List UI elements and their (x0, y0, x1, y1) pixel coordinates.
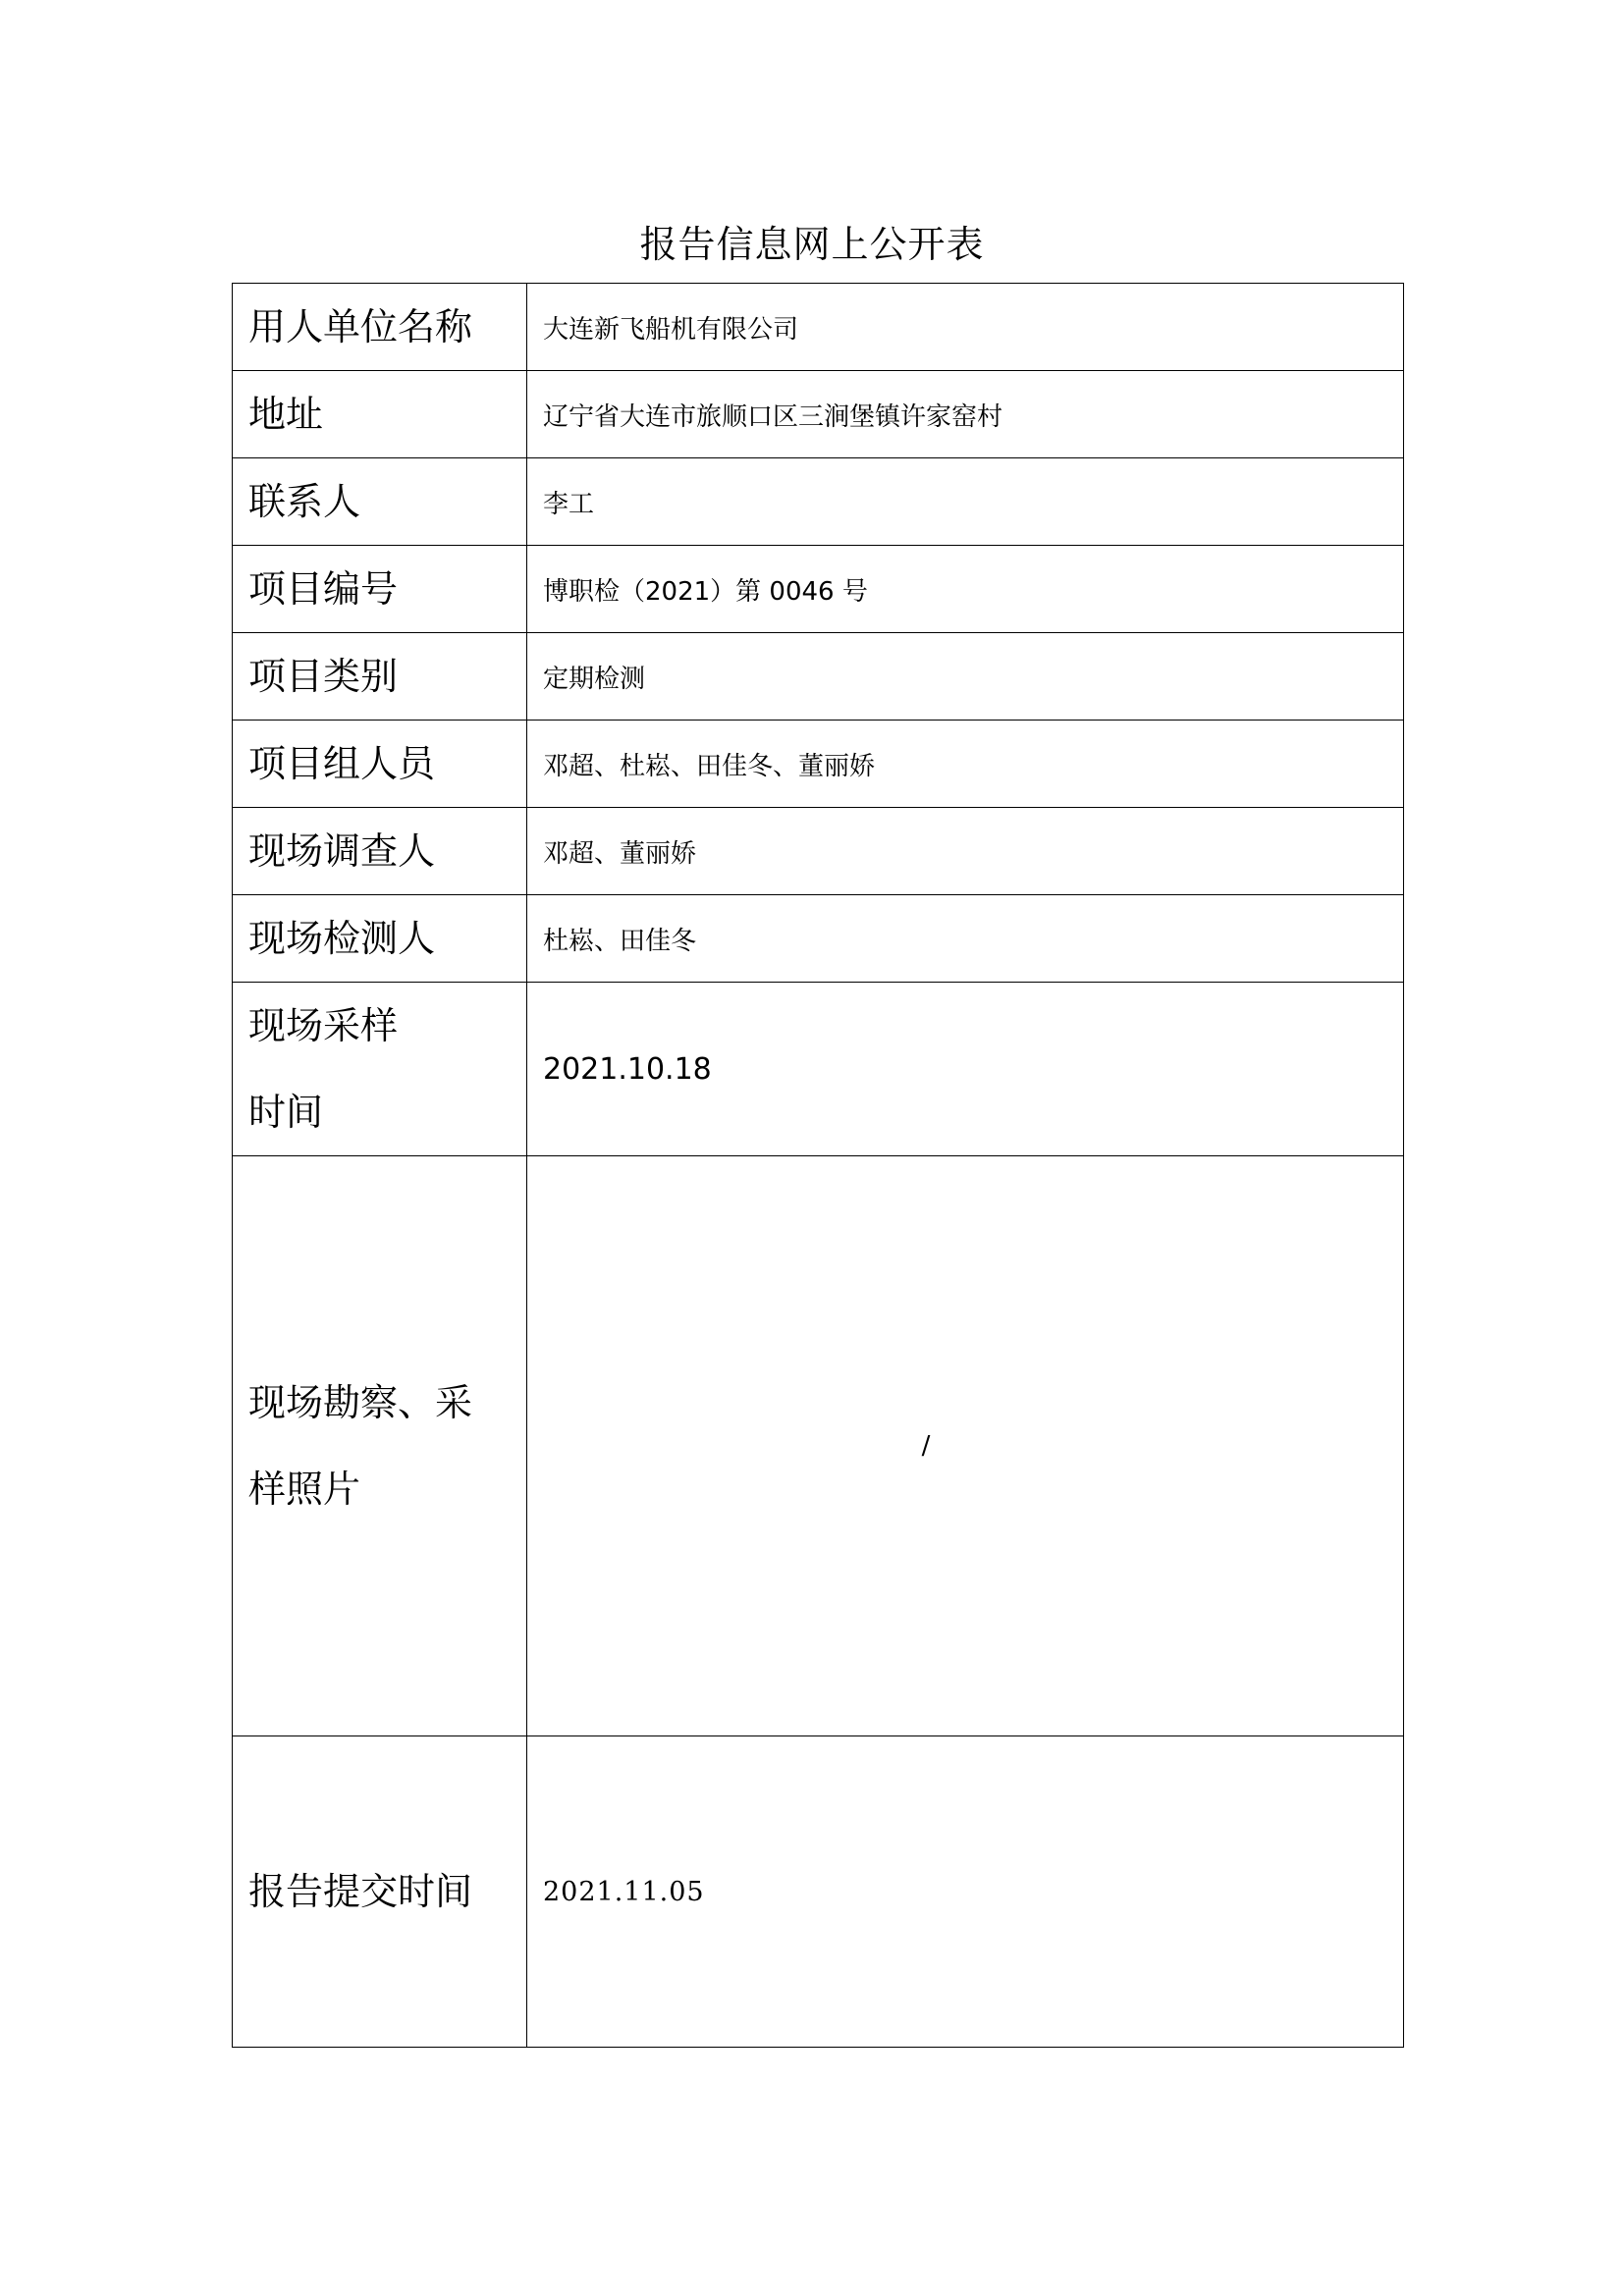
table-row (233, 1156, 1404, 1736)
row-value: 2021.11.05 (527, 1736, 1404, 2048)
table-row (233, 1736, 1404, 2048)
row-value: 邓超、杜崧、田佳冬、董丽娇 (527, 721, 1404, 808)
table-row (233, 371, 1404, 458)
info-table (232, 283, 1404, 2048)
document-title: 报告信息网上公开表 (639, 223, 985, 266)
table-row (233, 633, 1404, 721)
table-row (233, 983, 1404, 1156)
row-label: 地址 (233, 371, 527, 458)
row-value: 辽宁省大连市旅顺口区三涧堡镇许家窑村 (527, 371, 1404, 458)
row-value: 大连新飞船机有限公司 (527, 284, 1404, 371)
row-value: 博职检（2021）第 0046 号 (527, 546, 1404, 633)
row-value: 邓超、董丽娇 (527, 808, 1404, 895)
table-row (233, 895, 1404, 983)
row-value: 定期检测 (527, 633, 1404, 721)
row-value: 2021.10.18 (527, 983, 1404, 1156)
row-value: 杜崧、田佳冬 (527, 895, 1404, 983)
row-label: 联系人 (233, 458, 527, 546)
row-label: 现场调查人 (233, 808, 527, 895)
table-row (233, 546, 1404, 633)
table-row (233, 284, 1404, 371)
row-label: 现场检测人 (233, 895, 527, 983)
table-row (233, 458, 1404, 546)
row-label: 用人单位名称 (233, 284, 527, 371)
row-label: 项目类别 (233, 633, 527, 721)
row-label: 项目组人员 (233, 721, 527, 808)
table-row (233, 721, 1404, 808)
empty-placeholder: / (921, 1431, 931, 1461)
row-label-line-1: 现场勘察、采 (248, 1381, 473, 1424)
table-row (233, 808, 1404, 895)
row-label: 项目编号 (233, 546, 527, 633)
row-label: 报告提交时间 (233, 1736, 527, 2048)
row-value: 李工 (527, 458, 1404, 546)
row-label (233, 983, 527, 1156)
row-label-line-2: 时间 (248, 1091, 324, 1134)
row-value (527, 1156, 1404, 1736)
row-label-line-2: 样照片 (248, 1468, 361, 1511)
row-label-line-1: 现场采样 (248, 1004, 399, 1047)
row-label (233, 1156, 527, 1736)
